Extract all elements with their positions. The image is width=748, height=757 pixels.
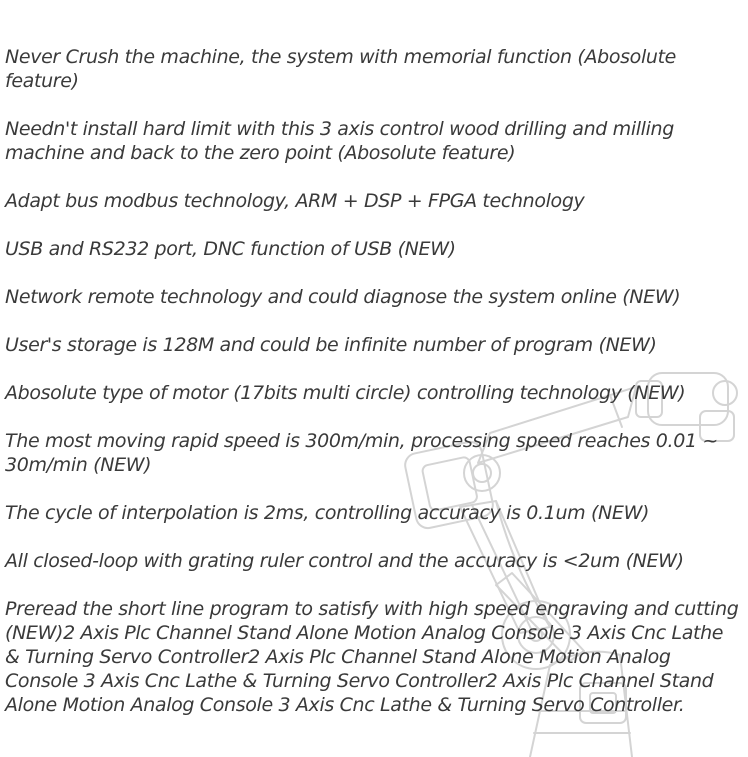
feature-item: All closed-loop with grating ruler control and the accuracy is <2um (NEW): [5, 550, 684, 572]
feature-item: USB and RS232 port, DNC function of USB (NEW): [5, 238, 456, 260]
feature-item: Preread the short line program to satisfy with high speed engraving and cutting (NEW)2 Axis Plc Channel Stand Alone Motion Analog Console 3 Axis Cnc Lathe & Turning Servo Controller2 Axis Plc Channel Stand Alone Motion Analog Console 3 Axis Cnc Lathe & Turning Servo Controller2 Axis Plc Channel Stand Alone Motion Analog Console 3 Axis Cnc Lathe & Turning Servo Controller.: [5, 598, 739, 716]
feature-item: Network remote technology and could diagnose the system online (NEW): [5, 286, 681, 308]
feature-item: The cycle of interpolation is 2ms, controlling accuracy is 0.1um (NEW): [5, 502, 650, 524]
feature-item: User's storage is 128M and could be infinite number of program (NEW): [5, 334, 657, 356]
feature-item: Abosolute type of motor (17bits multi circle) controlling technology (NEW): [5, 382, 686, 404]
feature-item: The most moving rapid speed is 300m/min, processing speed reaches 0.01 ~ 30m/min (NEW): [5, 430, 718, 476]
feature-item: Adapt bus modbus technology, ARM + DSP + FPGA technology: [5, 190, 585, 212]
feature-item: Needn't install hard limit with this 3 axis control wood drilling and milling machine and back to the zero point (Abosolute feature): [5, 118, 674, 164]
feature-item: Never Crush the machine, the system with memorial function (Abosolute feature): [5, 46, 677, 92]
feature-list: [5, 45, 740, 741]
